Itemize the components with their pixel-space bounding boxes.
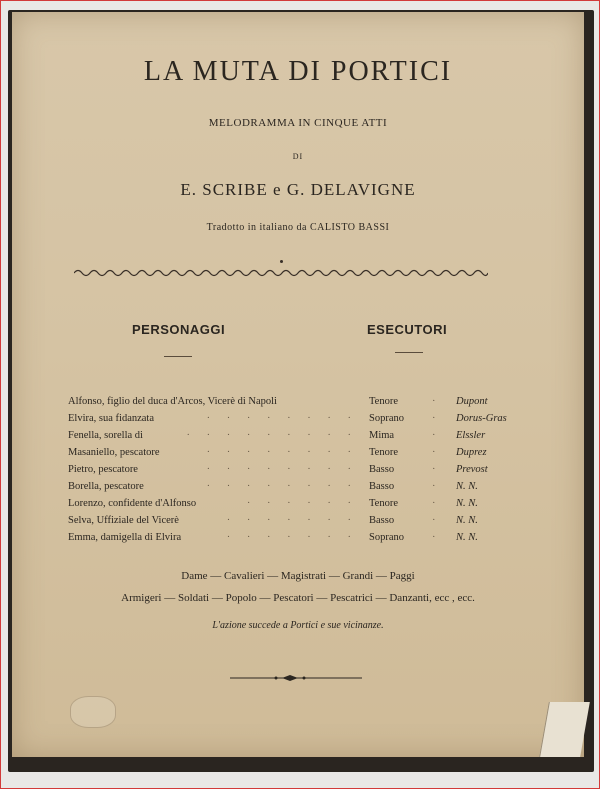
translator: Tradotto in italiano da CALISTO BASSI — [206, 222, 390, 233]
characters-rule — [164, 356, 192, 357]
page-title: LA MUTA DI PORTICI — [143, 56, 453, 87]
role-row: Lorenzo, confidente d'Alfonso · · · · · · — [68, 498, 358, 509]
voice-row: Soprano · N. N. — [369, 532, 478, 543]
voice-row: Basso · Prevost — [369, 464, 488, 475]
role-row: Emma, damigella di Elvira · · · · · · · — [68, 532, 358, 543]
performers-rule — [395, 352, 423, 353]
authors: E. SCRIBE e G. DELAVIGNE — [180, 180, 416, 199]
roles-list — [68, 396, 358, 549]
extras-line-2: Armigeri — Soldati — Popolo — Pescatori — Pescatrici — Danzanti, ecc , ecc. — [121, 592, 475, 604]
by-line: DI — [292, 152, 304, 161]
ornamental-divider — [74, 268, 488, 278]
voice-row: Soprano · Dorus-Gras — [369, 413, 507, 424]
role-row: Alfonso, figlio del duca d'Arcos, Vicerè di Napoli — [68, 396, 277, 407]
role-row: Selva, Uffiziale del Vicerè · · · · · · · — [68, 515, 358, 526]
voice-row: Basso · N. N. — [369, 515, 478, 526]
subtitle: MELODRAMMA IN CINQUE ATTI — [208, 117, 388, 129]
voices-list — [369, 396, 509, 549]
role-row: Fenella, sorella di · · · · · · · · · — [68, 430, 358, 441]
voice-row: Basso · N. N. — [369, 481, 478, 492]
role-row: Masaniello, pescatore · · · · · · · · — [68, 447, 358, 458]
voice-row: Tenore · N. N. — [369, 498, 478, 509]
voice-row: Mima · Elssler — [369, 430, 486, 441]
characters-header: PERSONAGGI — [132, 322, 226, 337]
extras-line-1: Dame — Cavalieri — Magistrati — Grandi — Paggi — [181, 570, 415, 582]
role-row: Elvira, sua fidanzata · · · · · · · · — [68, 413, 358, 424]
role-row: Borella, pescatore · · · · · · · · — [68, 481, 358, 492]
page-corner-patch — [539, 702, 590, 757]
setting-note: L'azione succede a Portici e sue vicinanze. — [212, 620, 384, 631]
library-stamp — [70, 696, 116, 728]
ornament-dot — [280, 260, 283, 263]
end-ornament — [230, 674, 362, 682]
role-row: Pietro, pescatore · · · · · · · · — [68, 464, 358, 475]
voice-row: Tenore · Duprez — [369, 447, 487, 458]
libretto-page — [12, 12, 584, 757]
voice-row: Tenore · Dupont — [369, 396, 488, 407]
performers-header: ESECUTORI — [367, 322, 448, 337]
